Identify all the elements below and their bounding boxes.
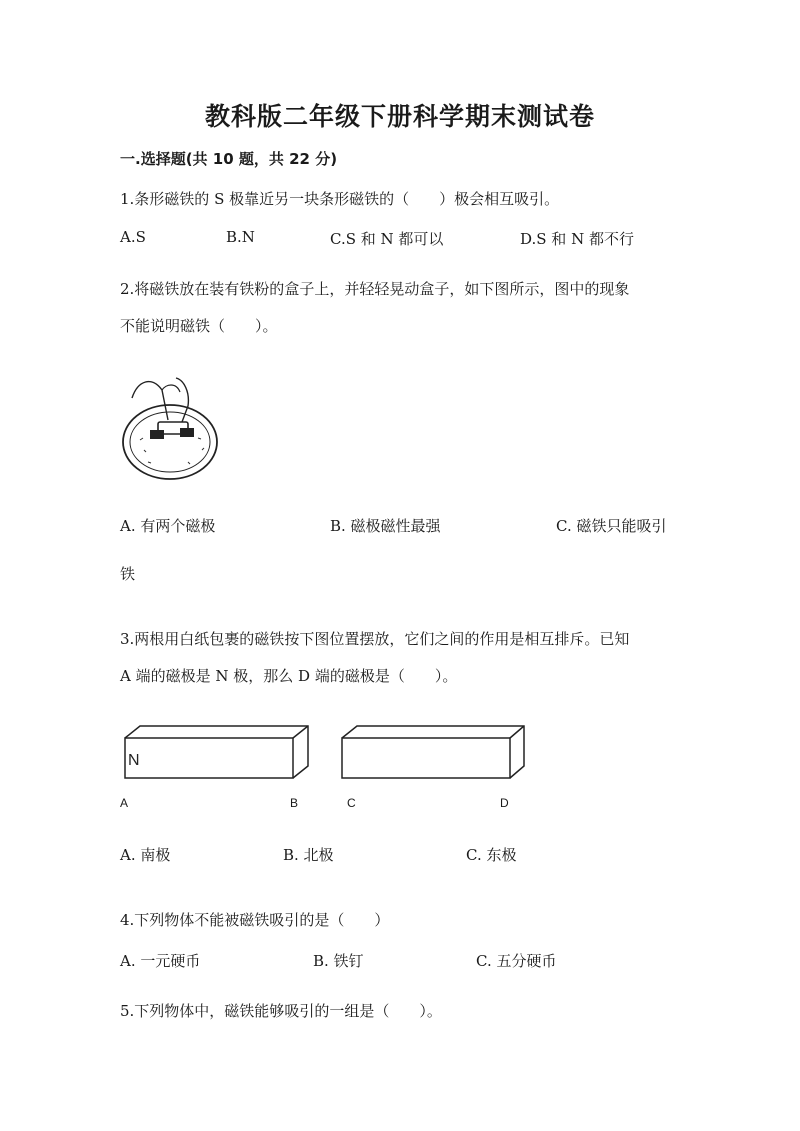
q1-option-a[interactable]: A.S bbox=[120, 228, 146, 246]
q2-option-b[interactable]: B. 磁极磁性最强 bbox=[330, 517, 441, 535]
end-label-a: A bbox=[120, 796, 129, 810]
q1-option-b[interactable]: B.N bbox=[226, 228, 255, 246]
q3-option-b[interactable]: B. 北极 bbox=[283, 846, 334, 864]
question-2-line-1: 2.将磁铁放在装有铁粉的盒子上，并轻轻晃动盒子，如下图所示，图中的现象 bbox=[120, 280, 630, 298]
q1-option-d[interactable]: D.S 和 N 都不行 bbox=[520, 230, 634, 248]
q2-option-c-continued: 铁 bbox=[120, 565, 136, 583]
q2-option-c[interactable]: C. 磁铁只能吸引 bbox=[556, 517, 667, 535]
end-label-b: B bbox=[290, 796, 299, 810]
question-4-text: 4.下列物体不能被磁铁吸引的是（ ） bbox=[120, 911, 390, 929]
q4-option-b[interactable]: B. 铁钉 bbox=[313, 952, 364, 970]
section-heading: 一.选择题(共 10 题，共 22 分) bbox=[120, 150, 338, 168]
end-label-c: C bbox=[347, 796, 356, 810]
page-title: 教科版二年级下册科学期末测试卷 bbox=[204, 102, 595, 131]
magnet-ab bbox=[125, 726, 308, 778]
two-bar-magnets-diagram bbox=[120, 722, 530, 784]
q3-option-c[interactable]: C. 东极 bbox=[466, 846, 517, 864]
q4-option-c[interactable]: C. 五分硬币 bbox=[476, 952, 557, 970]
q4-option-a[interactable]: A. 一元硬币 bbox=[120, 952, 201, 970]
magnet-north-mark: N bbox=[128, 752, 140, 769]
q1-option-c[interactable]: C.S 和 N 都可以 bbox=[330, 230, 444, 248]
question-1-text: 1.条形磁铁的 S 极靠近另一块条形磁铁的（ ）极会相互吸引。 bbox=[120, 190, 560, 208]
magnet-cd bbox=[342, 726, 524, 778]
q2-option-a[interactable]: A. 有两个磁极 bbox=[120, 517, 216, 535]
q3-option-a[interactable]: A. 南极 bbox=[120, 846, 171, 864]
question-2-line-2: 不能说明磁铁（ ）。 bbox=[120, 317, 278, 335]
question-3-line-1: 3.两根用白纸包裹的磁铁按下图位置摆放，它们之间的作用是相互排斥。已知 bbox=[120, 630, 630, 648]
end-label-d: D bbox=[500, 796, 509, 810]
magnet-iron-dish-illustration bbox=[118, 370, 228, 485]
question-3-line-2: A 端的磁极是 N 极，那么 D 端的磁极是（ ）。 bbox=[120, 667, 458, 685]
question-5-text: 5.下列物体中，磁铁能够吸引的一组是（ ）。 bbox=[120, 1002, 442, 1020]
